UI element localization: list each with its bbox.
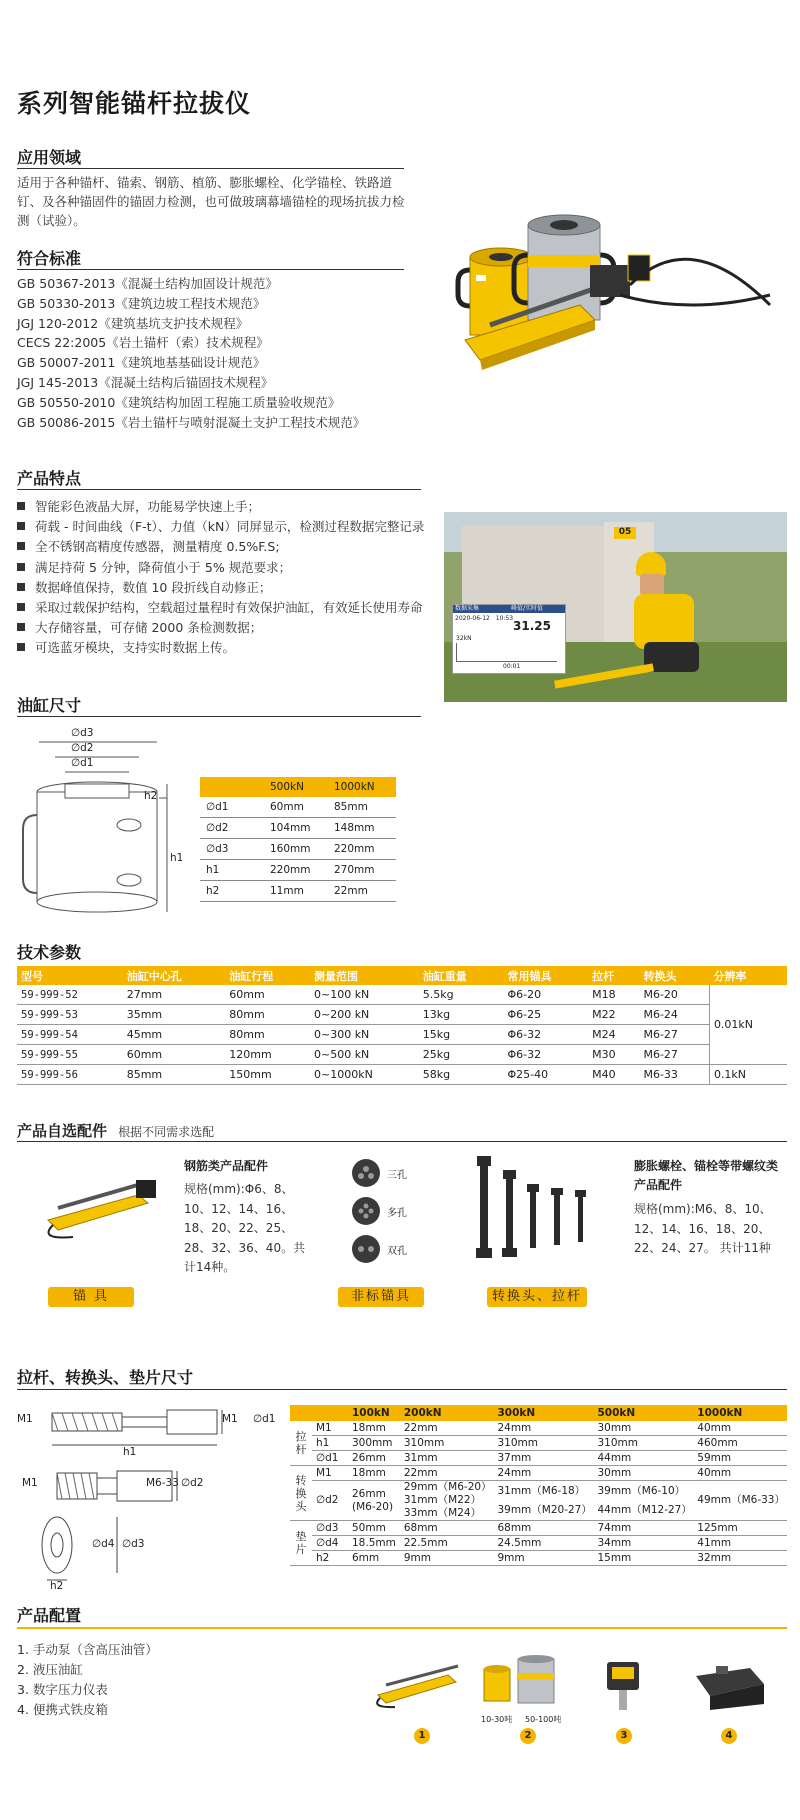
header-cell: 油缸行程 xyxy=(225,966,310,985)
header-cell: 200kN xyxy=(400,1405,494,1421)
cylinder-size-table xyxy=(200,777,396,902)
accessories-subheading: 根据不同需求选配 xyxy=(118,1125,215,1139)
table-row xyxy=(200,881,396,902)
cell: 68mm xyxy=(400,1521,494,1536)
cell: M18 xyxy=(588,985,639,1005)
standard-item: GB 50330-2013《建筑边坡工程技术规范》 xyxy=(17,295,266,311)
bolt-spec: 规格(mm):M6、8、10、12、14、16、18、20、22、24、27。 共计11种 xyxy=(634,1202,772,1255)
label-d1: ∅d1 xyxy=(71,757,94,769)
cell: Φ6-32 xyxy=(503,1025,588,1045)
application-text: 适用于各种锚杆、锚索、钢筋、植筋、膨胀螺栓、化学锚栓、铁路道钉、及各种锚固件的锚固力检测，也可做玻璃幕墙锚栓的现场抗拔力检测（试验）。 xyxy=(17,175,405,228)
cell: 60mm xyxy=(225,985,310,1005)
config-pump-image xyxy=(368,1660,468,1710)
cell: 40mm xyxy=(693,1421,787,1436)
rebar-spec: 规格(mm):Φ6、8、10、12、14、16、18、20、22、25、28、32、36、40。共计14种。 xyxy=(184,1182,306,1274)
multi-hole-icon xyxy=(352,1197,380,1225)
standard-item: GB 50550-2010《建筑结构加固工程施工质量验收规范》 xyxy=(17,394,341,410)
table-row xyxy=(200,860,396,881)
cell: 40mm xyxy=(693,1466,787,1481)
header-cell: 油缸中心孔 xyxy=(123,966,226,985)
cell: 25kg xyxy=(419,1045,504,1065)
cell: 34mm xyxy=(593,1536,693,1551)
features-heading: 产品特点 xyxy=(17,469,82,488)
cell: 0~1000kN xyxy=(310,1065,419,1085)
cell: 59-999-53 xyxy=(17,1005,123,1025)
rebar-title: 钢筋类产品配件 xyxy=(184,1159,269,1173)
config-item: 1. 手动泵（含高压油管） xyxy=(17,1642,158,1657)
cell: 300mm xyxy=(348,1436,400,1451)
cell: 15kg xyxy=(419,1025,504,1045)
cell: 35mm xyxy=(123,1005,226,1025)
hole-label-three: 三孔 xyxy=(387,1170,407,1181)
label-h1: h1 xyxy=(170,852,184,864)
worker-face xyxy=(640,574,664,596)
instrument-screen xyxy=(452,604,566,674)
tech-params-table xyxy=(17,966,787,1085)
cell: 0~200 kN xyxy=(310,1005,419,1025)
header-cell: 拉杆 xyxy=(588,966,639,985)
cyl-large-label: 50-100吨 xyxy=(525,1715,562,1724)
group-label-rod: 拉杆 xyxy=(290,1421,312,1466)
accessories-heading: 产品自选配件 xyxy=(17,1122,108,1140)
screen-chart xyxy=(456,643,557,662)
cell: 27mm xyxy=(123,985,226,1005)
config-item: 3. 数字压力仪表 xyxy=(17,1682,108,1697)
divider xyxy=(17,168,404,169)
header-cell: 500kN xyxy=(593,1405,693,1421)
cell: 80mm xyxy=(225,1025,310,1045)
table-header xyxy=(290,1405,787,1421)
header-cell: 转换头 xyxy=(639,966,709,985)
diag-m1-a: M1 xyxy=(17,1413,33,1425)
resolution-cell: 0.01kN xyxy=(709,985,787,1065)
cell: 60mm xyxy=(123,1045,226,1065)
cell: 85mm xyxy=(123,1065,226,1085)
cell: 41mm xyxy=(693,1536,787,1551)
cell: 0~300 kN xyxy=(310,1025,419,1045)
table-header xyxy=(17,966,787,985)
standard-item: GB 50007-2011《建筑地基基础设计规范》 xyxy=(17,355,266,371)
rod-heading: 拉杆、转换头、垫片尺寸 xyxy=(17,1368,194,1387)
cell: 24mm xyxy=(493,1421,593,1436)
table-row xyxy=(290,1421,787,1436)
cell: 18mm xyxy=(348,1466,400,1481)
cell-line: 33mm（M24） xyxy=(403,1507,482,1519)
table-row xyxy=(17,985,787,1005)
accessories-heading-row xyxy=(17,1120,214,1141)
cell-line: 31mm（M22） xyxy=(403,1494,482,1506)
cell: 30mm xyxy=(593,1421,693,1436)
cell: 9mm xyxy=(493,1551,593,1566)
table-row xyxy=(17,1025,787,1045)
cell: ∅d2 xyxy=(200,818,264,839)
product-hero-image xyxy=(430,205,790,395)
diag-d1: ∅d1 xyxy=(253,1413,276,1425)
tech-heading: 技术参数 xyxy=(17,943,82,962)
standard-item: JGJ 120-2012《建筑基坑支护技术规程》 xyxy=(17,315,249,331)
header-cell: 1000kN xyxy=(328,777,396,797)
cell: 59-999-56 xyxy=(17,1065,123,1085)
three-hole-icon xyxy=(352,1159,380,1187)
cell: 58kg xyxy=(419,1065,504,1085)
cell: 60mm xyxy=(264,797,328,818)
standard-item: CECS 22:2005《岩土锚杆（索）技术规程》 xyxy=(17,335,269,351)
header-cell: 100kN xyxy=(348,1405,400,1421)
cell: M30 xyxy=(588,1045,639,1065)
field-test-photo xyxy=(444,512,787,702)
header-cell xyxy=(312,1405,348,1421)
cell-line: 39mm（M20-27） xyxy=(497,1503,592,1516)
screen-label-1: 数据采集 xyxy=(455,605,480,612)
table-header xyxy=(200,777,396,797)
config-cylinders-image xyxy=(480,1655,560,1713)
header-cell: 1000kN xyxy=(693,1405,787,1421)
features-list xyxy=(17,497,424,659)
cell-line: 44mm（M12-27） xyxy=(597,1503,692,1516)
cell: h2 xyxy=(200,881,264,902)
diag-h1: h1 xyxy=(123,1446,137,1458)
config-case-image xyxy=(690,1662,770,1712)
cell: 37mm xyxy=(493,1451,593,1466)
divider xyxy=(17,716,421,717)
diag-m1-b: M1 xyxy=(222,1413,238,1425)
standard-item: JGJ 145-2013《混凝土结构后锚固技术规程》 xyxy=(17,374,274,390)
cell: 310mm xyxy=(400,1436,494,1451)
diag-m1-c: M1 xyxy=(22,1477,38,1489)
cell: 26mm (M6-20) xyxy=(348,1481,400,1521)
group-label-washer: 垫片 xyxy=(290,1521,312,1566)
application-heading: 应用领域 xyxy=(17,148,82,167)
diag-d3: ∅d3 xyxy=(122,1538,145,1550)
cyl-small-label: 10-30吨 xyxy=(481,1715,513,1724)
feature-item: 满足持荷 5 分钟，降荷值小于 5% 规范要求； xyxy=(17,558,424,578)
cell: 68mm xyxy=(493,1521,593,1536)
table-row xyxy=(290,1536,787,1551)
cell: 460mm xyxy=(693,1436,787,1451)
cell: 220mm xyxy=(328,839,396,860)
cell: h1 xyxy=(312,1436,348,1451)
cell: 270mm xyxy=(328,860,396,881)
cell: 13kg xyxy=(419,1005,504,1025)
header-cell: 常用锚具 xyxy=(503,966,588,985)
feature-item: 荷载 - 时间曲线（F-t）、力值（kN）同屏显示，检测过程数据完整记录 xyxy=(17,517,424,537)
cell: Φ6-20 xyxy=(503,985,588,1005)
cell: 50mm xyxy=(348,1521,400,1536)
cell: ∅d3 xyxy=(312,1521,348,1536)
cell: M24 xyxy=(588,1025,639,1045)
cell: 22mm xyxy=(400,1421,494,1436)
screen-unit: 32kN xyxy=(456,635,472,642)
cell-multi xyxy=(593,1481,693,1521)
table-row xyxy=(290,1481,787,1521)
cell: 125mm xyxy=(693,1521,787,1536)
cell: 26mm xyxy=(348,1451,400,1466)
cell-multi xyxy=(493,1481,593,1521)
cell: 32mm xyxy=(693,1551,787,1566)
config-item: 2. 液压油缸 xyxy=(17,1662,83,1677)
cell: M6-33 xyxy=(639,1065,709,1085)
diag-d2: ∅d2 xyxy=(181,1477,204,1489)
screen-label-2: 峰值/实时值 xyxy=(510,605,543,612)
feature-item: 数据峰值保持，数值 10 段折线自动修正； xyxy=(17,578,424,598)
cell: 31mm xyxy=(400,1451,494,1466)
table-row xyxy=(17,1065,787,1085)
cell-multi xyxy=(400,1481,494,1521)
label-d2: ∅d2 xyxy=(71,742,94,754)
config-gauge-image xyxy=(603,1658,643,1714)
cell: M6-24 xyxy=(639,1005,709,1025)
label-h2: h2 xyxy=(144,790,158,802)
table-row xyxy=(290,1521,787,1536)
diag-h2: h2 xyxy=(50,1580,64,1592)
cell-line: 31mm（M6-18） xyxy=(497,1484,586,1497)
standard-item: GB 50367-2013《混凝土结构加固设计规范》 xyxy=(17,276,278,291)
cell: 18.5mm xyxy=(348,1536,400,1551)
anchor-pump-image xyxy=(38,1170,168,1245)
cell: 5.5kg xyxy=(419,985,504,1005)
config-badge-1: 1 xyxy=(414,1728,430,1744)
wall-tag: 05 xyxy=(614,527,636,539)
cell-line: 39mm（M6-10） xyxy=(597,1484,686,1497)
header-cell: 500kN xyxy=(264,777,328,797)
divider xyxy=(17,269,404,270)
cell: ∅d1 xyxy=(312,1451,348,1466)
cell: Φ6-32 xyxy=(503,1045,588,1065)
divider xyxy=(17,1389,787,1390)
cell: ∅d1 xyxy=(200,797,264,818)
cell: 59-999-54 xyxy=(17,1025,123,1045)
rod-diagram xyxy=(17,1395,277,1595)
pill-adapter-rod: 转换头、拉杆 xyxy=(487,1287,587,1307)
diag-m6-33: M6-33 xyxy=(146,1477,179,1489)
cell: 6mm xyxy=(348,1551,400,1566)
cell: M6-27 xyxy=(639,1045,709,1065)
screen-time: 10:53 xyxy=(495,615,514,622)
rod-dimension-table xyxy=(290,1405,787,1566)
header-cell xyxy=(200,777,264,797)
cell: M40 xyxy=(588,1065,639,1085)
header-cell: 300kN xyxy=(493,1405,593,1421)
cell: 49mm（M6-33） xyxy=(693,1481,787,1521)
cell: h1 xyxy=(200,860,264,881)
accent-divider xyxy=(17,1627,787,1629)
table-row xyxy=(290,1551,787,1566)
page-title: 系列智能锚杆拉拔仪 xyxy=(17,89,252,118)
screen-date: 2020-06-12 xyxy=(455,615,490,622)
cell: 148mm xyxy=(328,818,396,839)
screen-value: 31.25 xyxy=(513,619,551,633)
cell: 18mm xyxy=(348,1421,400,1436)
hole-label-two: 双孔 xyxy=(387,1246,407,1257)
cell: ∅d3 xyxy=(200,839,264,860)
table-row xyxy=(290,1466,787,1481)
cell: 24mm xyxy=(493,1466,593,1481)
config-list xyxy=(17,1640,158,1720)
feature-item: 大存储容量，可存储 2000 条检测数据； xyxy=(17,618,424,638)
config-badge-3: 3 xyxy=(616,1728,632,1744)
header-cell: 测量范围 xyxy=(310,966,419,985)
cell: 59-999-52 xyxy=(17,985,123,1005)
header-cell xyxy=(290,1405,312,1421)
cell: 22mm xyxy=(328,881,396,902)
cell: 24.5mm xyxy=(493,1536,593,1551)
standards-heading: 符合标准 xyxy=(17,249,82,268)
cell: M22 xyxy=(588,1005,639,1025)
cell: 120mm xyxy=(225,1045,310,1065)
label-d3: ∅d3 xyxy=(71,727,94,739)
table-row xyxy=(200,797,396,818)
pill-nonstandard-anchor: 非标锚具 xyxy=(338,1287,424,1307)
config-badge-4: 4 xyxy=(721,1728,737,1744)
cell: ∅d2 xyxy=(312,1481,348,1521)
header-cell: 油缸重量 xyxy=(419,966,504,985)
cell: 22.5mm xyxy=(400,1536,494,1551)
screen-axis: 00:01 xyxy=(503,663,521,670)
worker-shirt xyxy=(634,594,694,649)
cell: M1 xyxy=(312,1421,348,1436)
cell: M1 xyxy=(312,1466,348,1481)
table-row xyxy=(17,1005,787,1025)
header-cell: 分辨率 xyxy=(709,966,787,985)
divider xyxy=(17,1141,787,1142)
cell: 220mm xyxy=(264,860,328,881)
hole-plates xyxy=(350,1157,386,1277)
hole-label-multi: 多孔 xyxy=(387,1208,407,1219)
cell: 11mm xyxy=(264,881,328,902)
cell: Φ6-25 xyxy=(503,1005,588,1025)
cylinder-heading: 油缸尺寸 xyxy=(17,696,82,715)
config-heading: 产品配置 xyxy=(17,1606,82,1625)
cell: 85mm xyxy=(328,797,396,818)
cell: 22mm xyxy=(400,1466,494,1481)
table-row xyxy=(17,1045,787,1065)
table-row xyxy=(290,1436,787,1451)
cylinder-diagram xyxy=(17,720,197,940)
cell: 0~500 kN xyxy=(310,1045,419,1065)
cell: 74mm xyxy=(593,1521,693,1536)
cell: 150mm xyxy=(225,1065,310,1085)
cell: 15mm xyxy=(593,1551,693,1566)
cell: 310mm xyxy=(593,1436,693,1451)
resolution-cell: 0.1kN xyxy=(709,1065,787,1085)
cell: ∅d4 xyxy=(312,1536,348,1551)
header-cell: 型号 xyxy=(17,966,123,985)
feature-item: 智能彩色液晶大屏，功能易学快速上手； xyxy=(17,497,424,517)
rods-image xyxy=(470,1148,620,1270)
cell: M6-27 xyxy=(639,1025,709,1045)
cell: 59mm xyxy=(693,1451,787,1466)
cell: 44mm xyxy=(593,1451,693,1466)
cell-line: 29mm（M6-20） xyxy=(403,1481,492,1493)
cell: 310mm xyxy=(493,1436,593,1451)
table-row xyxy=(200,818,396,839)
standard-item: GB 50086-2015《岩土锚杆与喷射混凝土支护工程技术规范》 xyxy=(17,414,366,430)
group-label-adapter: 转换头 xyxy=(290,1466,312,1521)
cell: 45mm xyxy=(123,1025,226,1045)
cell: h2 xyxy=(312,1551,348,1566)
cell: 104mm xyxy=(264,818,328,839)
divider xyxy=(17,489,421,490)
feature-item: 采取过载保护结构，空载超过量程时有效保护油缸，有效延长使用寿命 xyxy=(17,598,424,618)
feature-item: 可选蓝牙模块，支持实时数据上传。 xyxy=(17,638,424,658)
cell: 0~100 kN xyxy=(310,985,419,1005)
cell: 80mm xyxy=(225,1005,310,1025)
helmet-icon xyxy=(636,552,666,576)
cell: 160mm xyxy=(264,839,328,860)
cell: M6-20 xyxy=(639,985,709,1005)
table-row xyxy=(290,1451,787,1466)
two-hole-icon xyxy=(352,1235,380,1263)
cell: Φ25-40 xyxy=(503,1065,588,1085)
config-badge-2: 2 xyxy=(520,1728,536,1744)
cell: 9mm xyxy=(400,1551,494,1566)
diag-d4: ∅d4 xyxy=(92,1538,115,1550)
standards-list xyxy=(17,274,365,432)
bolt-title: 膨胀螺栓、锚栓等带螺纹类产品配件 xyxy=(634,1159,779,1192)
pill-anchor: 锚 具 xyxy=(48,1287,134,1307)
cell: 59-999-55 xyxy=(17,1045,123,1065)
feature-item: 全不锈钢高精度传感器，测量精度 0.5%F.S; xyxy=(17,537,424,557)
config-item: 4. 便携式铁皮箱 xyxy=(17,1702,108,1717)
cell: 30mm xyxy=(593,1466,693,1481)
table-row xyxy=(200,839,396,860)
